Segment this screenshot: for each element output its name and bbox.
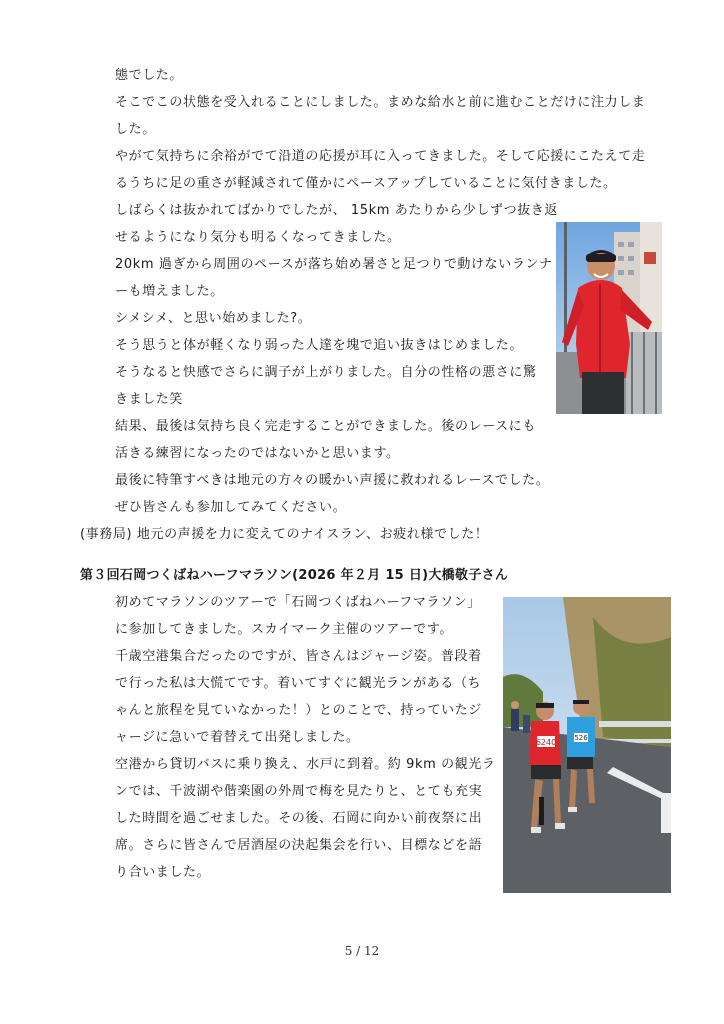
text-line: ンでは、千波湖や偕楽園の外周で梅を見たりと、とても充実 (115, 784, 483, 799)
text-line: やがて気持ちに余裕がでて沿道の応援が耳に入ってきました。そして応援にこたえて走 (115, 149, 646, 164)
text-line: シメシメ、と思い始めました?。 (115, 311, 312, 326)
text-line: り合いました。 (115, 865, 211, 880)
text-line: しばらくは抜かれてばかりでしたが、 15km あたりから少しずつ抜き返 (115, 203, 558, 218)
text-line: そこでこの状態を受入れることにしました。まめな給水と前に進むことだけに注力しま (115, 95, 646, 110)
text-line: 千歳空港集合だったのですが、皆さんはジャージ姿。普段着 (115, 649, 482, 664)
text-line: そう思うと体が軽くなり弱った人達を塊で追い抜きはじめました。 (115, 338, 524, 353)
runner-photo-1 (556, 222, 662, 414)
text-line: 活きる練習になったのではないかと思います。 (115, 446, 400, 461)
text-line: ゃんと旅程を見ていなかった！）とのことで、持っていたジ (115, 703, 482, 718)
text-line: ぜひ皆さんも参加してみてください。 (115, 500, 347, 515)
page-number: 5 / 12 (344, 944, 380, 958)
text-line: ャージに急いで着替えて出発しました。 (115, 730, 360, 745)
text-line: 20km 過ぎから周囲のペースが落ち始め暑さと足つりで動けないランナ (115, 257, 553, 272)
text-line: ーも増えました。 (115, 284, 224, 299)
bib-number: 526 (574, 734, 588, 742)
text-line: 初めてマラソンのツアーで「石岡つくばねハーフマラソン」 (115, 595, 481, 610)
section-heading: 第３回石岡つくばねハーフマラソン(2026 年２月 15 日)大橋敬子さん (80, 568, 509, 583)
text-line: 空港から貸切バスに乗り換え、水戸に到着。約 9km の観光ラ (115, 757, 496, 772)
text-line: した時間を過ごせました。その後、石岡に向かい前夜祭に出 (115, 811, 483, 826)
text-line: で行った私は大慌てです。着いてすぐに観光ランがある（ち (115, 676, 482, 691)
text-line: せるようになり気分も明るくなってきました。 (115, 230, 401, 245)
text-line: るうちに足の重さが軽減されて僅かにペースアップしていることに気付きました。 (115, 176, 617, 191)
text-line: 態でした。 (115, 68, 184, 83)
bib-number: 6240 (535, 738, 557, 747)
text-line: きました笑 (115, 392, 184, 407)
text-line: そうなると快感でさらに調子が上がりました。自分の性格の悪さに驚 (115, 365, 537, 380)
text-line: に参加してきました。スカイマーク主催のツアーです。 (115, 622, 453, 637)
text-line: した。 (115, 122, 156, 137)
text-line: 結果、最後は気持ち良く完走することができました。後のレースにも (115, 419, 536, 434)
text-line: 席。さらに皆さんで居酒屋の決起集会を行い、目標などを語 (115, 838, 483, 853)
office-comment: (事務局) 地元の声援を力に変えてのナイスラン、お疲れ様でした！ (80, 527, 489, 542)
runner-photo-2 (503, 597, 671, 893)
text-line: 最後に特筆すべきは地元の方々の暖かい声援に救われるレースでした。 (115, 473, 550, 488)
